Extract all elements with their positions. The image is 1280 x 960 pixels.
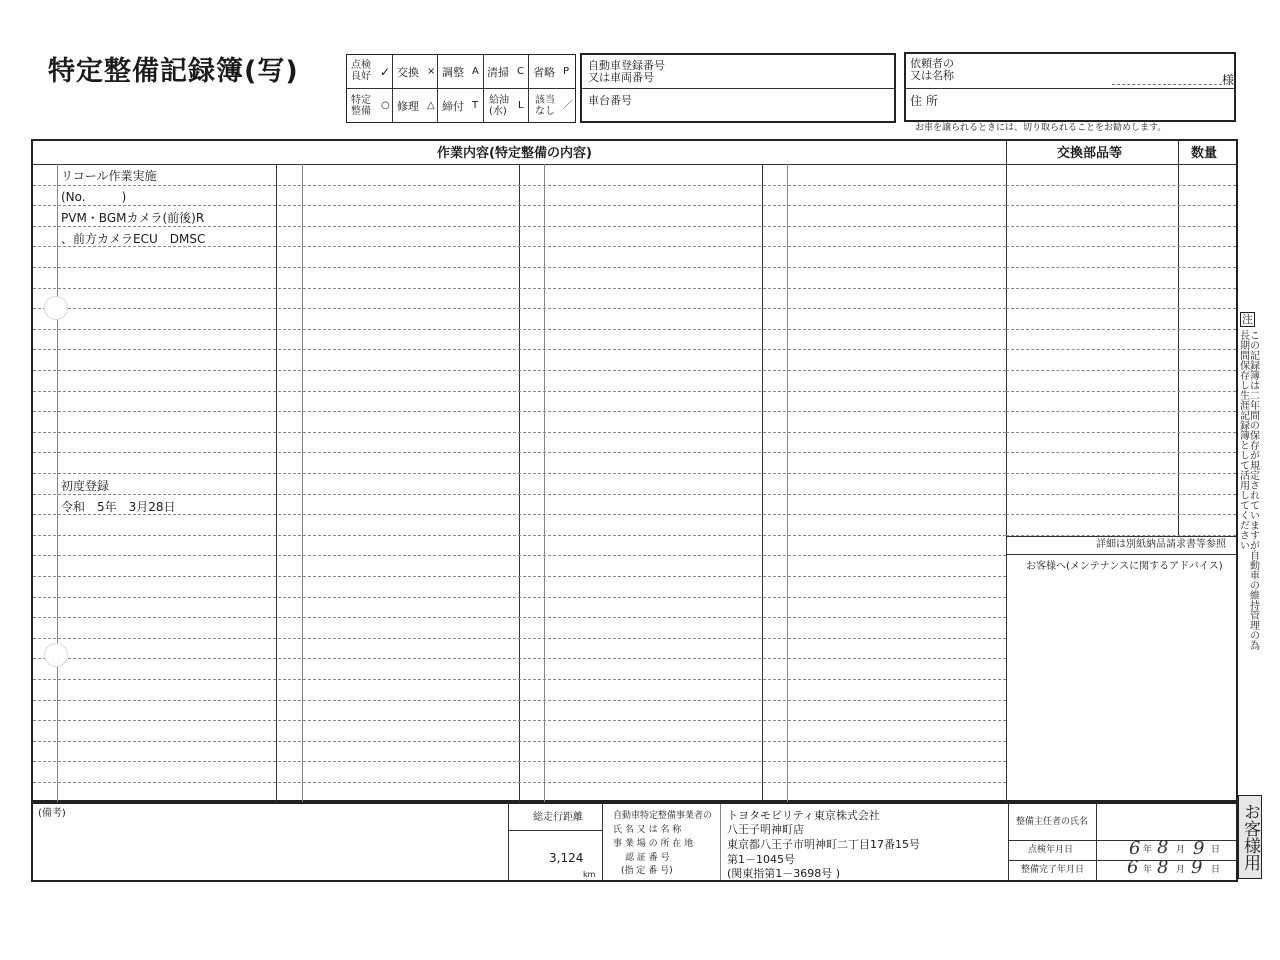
- legend-label-lube: 給油 (水): [489, 95, 509, 117]
- client-info-box: [904, 52, 1236, 122]
- legend-symbol-tighten: T: [472, 100, 479, 111]
- table-row-line: [33, 741, 1006, 742]
- legend-symbol-replace: ×: [427, 66, 436, 77]
- certification-number: 第1－1045号: [727, 853, 795, 866]
- legend-label-adjust: 調整: [442, 66, 464, 79]
- table-row-line: [33, 638, 1006, 639]
- legend-label-omit: 省略: [533, 66, 555, 79]
- parts-row-line: [1006, 329, 1236, 330]
- completion-date-label: 整備完了年月日: [1021, 865, 1085, 875]
- parts-row-line: [1006, 432, 1236, 433]
- legend-symbol-omit: P: [563, 66, 570, 77]
- first-registration-date: 令和 5年 3月28日: [61, 500, 176, 514]
- detach-notice: お車を譲られるときには、切り取られることをお勧めします。: [915, 123, 1167, 133]
- legend-label-tighten: 締付: [442, 100, 464, 113]
- table-row-line: [33, 576, 1006, 577]
- table-row-line: [33, 452, 1006, 453]
- inspection-month-mark: 月: [1176, 845, 1186, 855]
- page-title: 特定整備記録簿(写): [48, 56, 299, 87]
- table-row-line: [33, 679, 1006, 680]
- first-registration-label: 初度登録: [61, 479, 110, 493]
- inspection-day: 9: [1193, 838, 1205, 859]
- table-row-line: [33, 226, 1006, 227]
- mileage-label: 総走行距離: [533, 812, 583, 823]
- completion-year-mark: 年: [1143, 865, 1153, 875]
- legend-label-repair: 修理: [397, 100, 419, 113]
- company-name: トヨタモビリティ東京株式会社: [727, 809, 880, 822]
- chassis-number-label: 車台番号: [588, 94, 632, 107]
- registration-number-label-1: 自動車登録番号: [588, 59, 665, 72]
- parts-row-line: [1006, 452, 1236, 453]
- parts-row-line: [1006, 185, 1236, 186]
- entry-line-1: リコール作業実施: [61, 169, 157, 183]
- parts-row-line: [1006, 473, 1236, 474]
- footer-box: [31, 802, 1238, 882]
- punch-hole-bottom: [44, 643, 68, 667]
- legend-label-na: 該当 なし: [535, 95, 555, 117]
- business-address-label: 事 業 場 の 所 在 地: [613, 839, 694, 849]
- table-row-line: [33, 432, 1006, 433]
- table-row-line: [33, 349, 1006, 350]
- table-row-line: [33, 205, 1006, 206]
- completion-day: 9: [1191, 857, 1203, 878]
- details-note: 詳細は別紙納品請求書等参照: [1096, 539, 1226, 550]
- business-name-label-2: 氏 名 又 は 名 称: [613, 825, 682, 835]
- mileage-value: 3,124: [549, 851, 584, 865]
- inspection-year-mark: 年: [1143, 845, 1153, 855]
- parts-row-line: [1006, 391, 1236, 392]
- advice-label: お客様へ(メンテナンスに関するアドバイス): [1026, 561, 1223, 572]
- table-row-line: [33, 494, 1006, 495]
- table-row-line: [33, 597, 1006, 598]
- completion-month-mark: 月: [1176, 865, 1186, 875]
- inspection-month: 8: [1157, 837, 1169, 858]
- work-content-header: 作業内容(特定整備の内容): [437, 146, 592, 161]
- table-row-line: [33, 308, 1006, 309]
- parts-row-line: [1006, 514, 1236, 515]
- business-address: 東京都八王子市明神町二丁目17番15号: [727, 838, 920, 851]
- table-row-line: [33, 329, 1006, 330]
- client-name-label-1: 依頼者の: [910, 57, 954, 70]
- branch-name: 八王子明神町店: [727, 823, 804, 836]
- vehicle-info-box: [580, 53, 896, 123]
- table-row-line: [33, 411, 1006, 412]
- symbol-legend: [346, 54, 576, 123]
- replaced-parts-header: 交換部品等: [1057, 146, 1123, 161]
- remarks-label: (備考): [38, 808, 66, 819]
- entry-line-3: PVM・BGMカメラ(前後)R: [61, 211, 205, 225]
- inspection-year: 6: [1129, 838, 1141, 859]
- table-row-line: [33, 473, 1006, 474]
- table-row-line: [33, 246, 1006, 247]
- legend-symbol-clean: C: [517, 66, 524, 77]
- honorific-label: 様: [1222, 73, 1235, 87]
- table-row-line: [33, 658, 1006, 659]
- parts-row-line: [1006, 411, 1236, 412]
- redacted-registration: [685, 57, 845, 84]
- table-row-line: [33, 782, 1006, 783]
- completion-day-mark: 日: [1211, 865, 1221, 875]
- legend-symbol-na: ／: [563, 100, 573, 111]
- table-row-line: [33, 761, 1006, 762]
- legend-label-clean: 清掃: [487, 66, 509, 79]
- legend-symbol-good: ✓: [380, 65, 391, 79]
- table-row-line: [33, 267, 1006, 268]
- client-address-label: 住 所: [910, 94, 938, 108]
- parts-row-line: [1006, 205, 1236, 206]
- designation-label: (指 定 番 号): [621, 866, 673, 876]
- table-row-line: [33, 535, 1006, 536]
- table-row-line: [33, 185, 1006, 186]
- client-name-label-2: 又は名称: [910, 69, 954, 82]
- customer-copy-tab: お客様用: [1238, 795, 1262, 879]
- table-row-line: [33, 288, 1006, 289]
- business-name-label-1: 自動車特定整備事業者の: [613, 811, 713, 821]
- legend-symbol-specific: ○: [381, 100, 390, 111]
- quantity-header: 数量: [1191, 146, 1218, 161]
- legend-label-replace: 交換: [397, 66, 419, 79]
- parts-row-line: [1006, 308, 1236, 309]
- legend-label-specific: 特定 整備: [351, 95, 371, 117]
- parts-row-line: [1006, 267, 1236, 268]
- parts-row-line: [1006, 370, 1236, 371]
- table-row-line: [33, 514, 1006, 515]
- mileage-unit: km: [583, 870, 596, 879]
- side-note-line-1: この記録簿は二年間の保存が規定されていますが自動車の維持管理の為: [1247, 330, 1259, 650]
- punch-hole-top: [44, 296, 68, 320]
- entry-line-2: (No. ): [61, 190, 127, 204]
- completion-month: 8: [1157, 857, 1169, 878]
- inspection-day-mark: 日: [1211, 845, 1221, 855]
- table-row-line: [33, 720, 1006, 721]
- work-record-table: [31, 139, 1238, 802]
- table-row-line: [33, 617, 1006, 618]
- parts-row-line: [1006, 349, 1236, 350]
- supervisor-name-label: 整備主任者の氏名: [1016, 817, 1089, 827]
- parts-row-line: [1006, 494, 1236, 495]
- legend-symbol-repair: △: [427, 100, 435, 111]
- side-note-mark: 注: [1242, 313, 1253, 326]
- table-row-line: [33, 370, 1006, 371]
- parts-row-line: [1006, 226, 1236, 227]
- completion-year: 6: [1127, 857, 1139, 878]
- registration-number-label-2: 又は車両番号: [588, 71, 654, 84]
- legend-symbol-adjust: A: [472, 66, 479, 77]
- parts-row-line: [1006, 288, 1236, 289]
- table-row-line: [33, 700, 1006, 701]
- legend-label-good: 点検 良好: [351, 60, 371, 82]
- side-note-line-2: 長期間保存し生涯記録簿として活用してください: [1237, 330, 1249, 550]
- inspection-date-label: 点検年月日: [1028, 845, 1074, 855]
- parts-row-line: [1006, 246, 1236, 247]
- legend-symbol-lube: L: [518, 100, 524, 111]
- entry-line-4: 、前方カメラECU DMSC: [61, 232, 206, 246]
- certification-label: 認 証 番 号: [625, 853, 670, 863]
- designation-number: (関東指第1－3698号 ): [727, 867, 841, 880]
- table-row-line: [33, 555, 1006, 556]
- table-row-line: [33, 391, 1006, 392]
